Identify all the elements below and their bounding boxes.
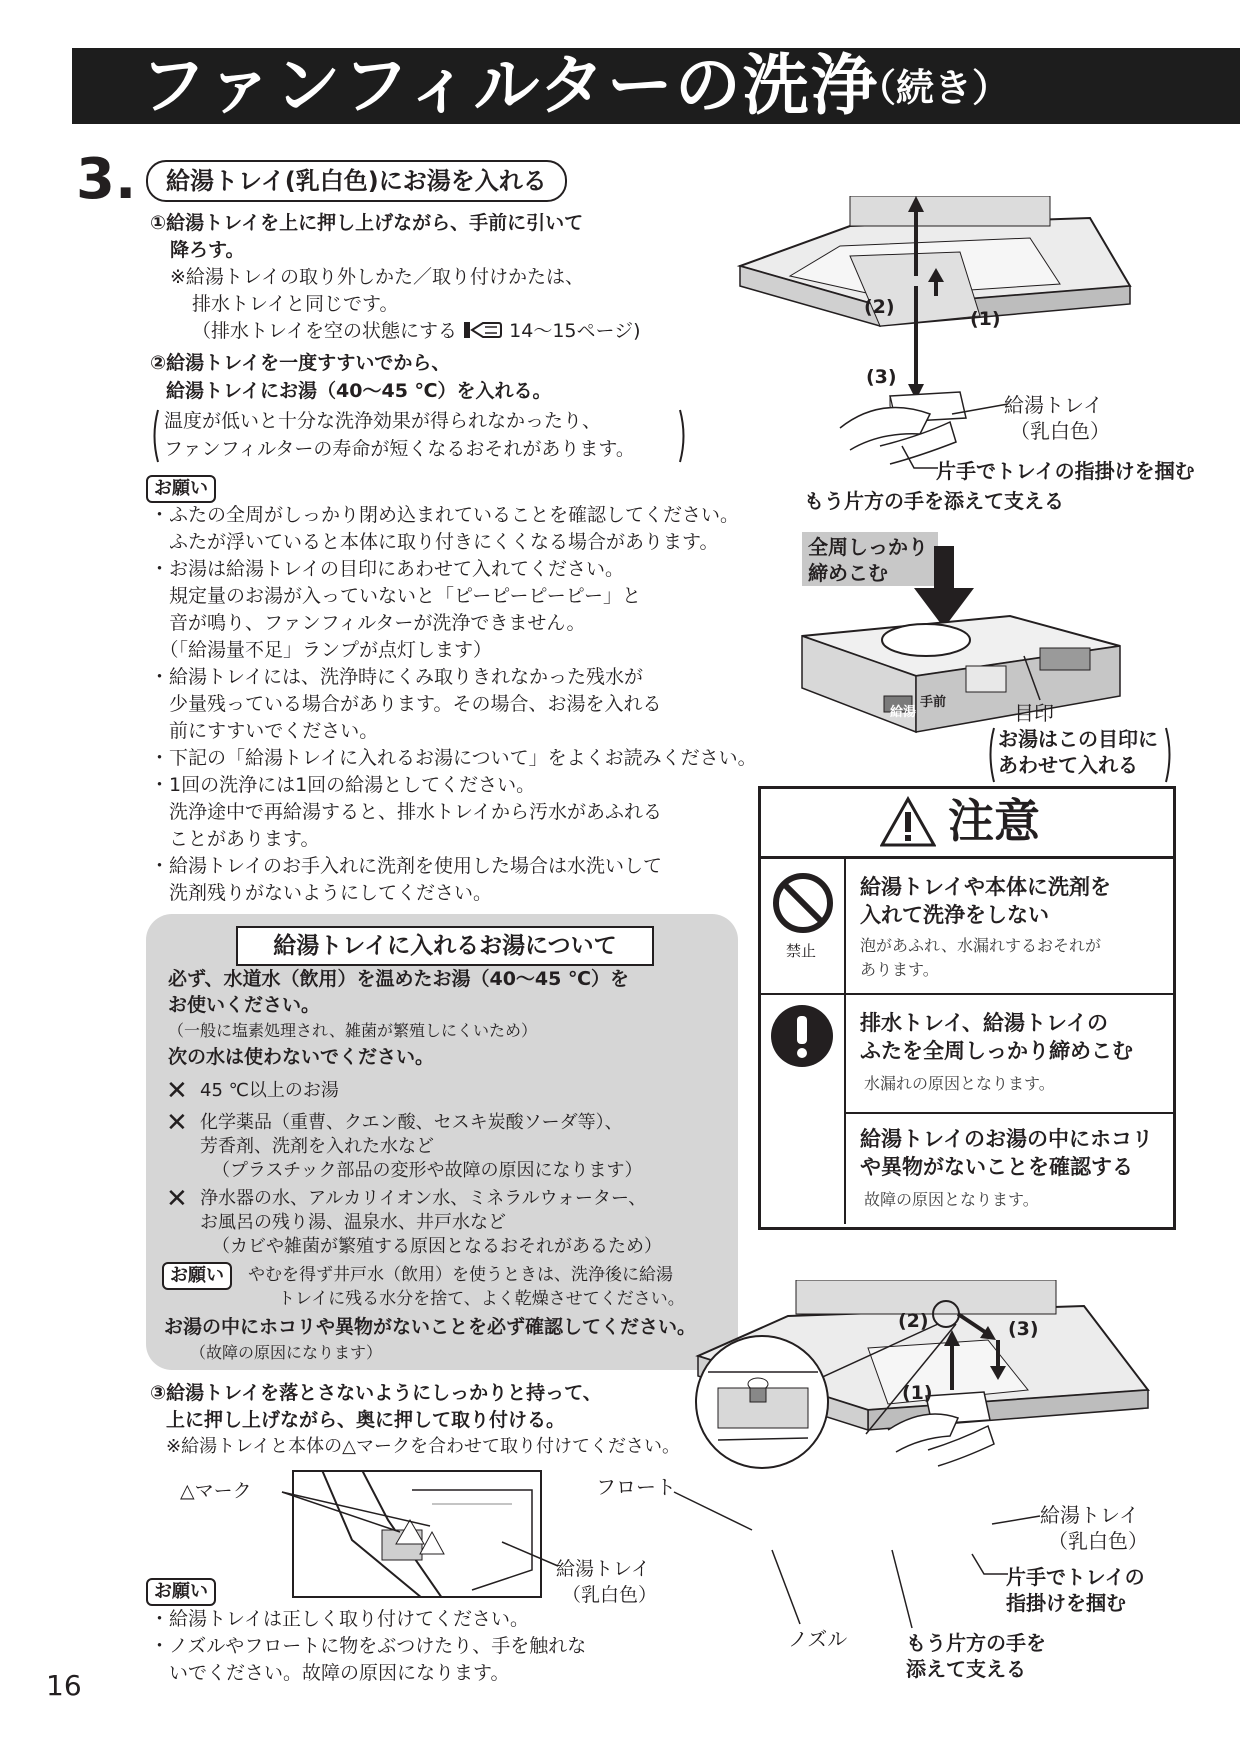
fig5-step3: (3) <box>1008 1318 1039 1340</box>
request-label-1: お願い <box>146 475 216 503</box>
caution3-line2: や異物がないことを確認する <box>860 1155 1133 1179</box>
mark-note-line2: あわせて入れる <box>998 753 1138 777</box>
request-line: 洗浄途中で再給湯すると、排水トレイから汚水があふれる <box>150 801 663 823</box>
item3-note: ※給湯トレイと本体の△マークを合わせて取り付けてください。 <box>166 1436 681 1457</box>
x-mark-icon: ✕ <box>166 1184 188 1214</box>
x-mark-icon: ✕ <box>166 1108 188 1138</box>
item2-line2: 給湯トレイにお湯（40〜45 ℃）を入れる。 <box>166 380 552 402</box>
item1-note3-prefix: （排水トレイを空の状態にする <box>192 320 458 342</box>
tray-label-temae: 手前 <box>920 695 947 710</box>
water-dont-1: 45 ℃以上のお湯 <box>200 1080 339 1101</box>
caution-title: 注意 <box>948 794 1040 848</box>
nozzle-leader <box>766 1548 806 1626</box>
fig5-support-leader <box>888 1548 918 1630</box>
item1-line2: 降ろす。 <box>170 239 245 261</box>
fig5-tray-label: 給湯トレイ <box>1040 1503 1139 1527</box>
prohibited-icon <box>772 872 834 934</box>
item2-line1: ②給湯トレイを一度すすいでから、 <box>150 352 451 374</box>
item1-note2: 排水トレイと同じです。 <box>192 293 399 315</box>
request-line: ふたが浮いていると本体に取り付きにくくなる場合があります。 <box>150 531 719 553</box>
fig1-step3: (3) <box>866 366 897 388</box>
caution1-note2: あります。 <box>860 960 939 979</box>
request-list-1 <box>150 502 757 907</box>
request-line: ・給湯トレイは正しく取り付けてください。 <box>150 1608 530 1630</box>
water-request-line1: やむを得ず井戸水（飲用）を使うときは、洗浄後に給湯 <box>248 1265 673 1285</box>
tighten-line1: 全周しっかり <box>808 535 928 559</box>
request-line: ・ノズルやフロートに物をぶつけたり、手を触れな <box>150 1635 587 1657</box>
step-number: 3. <box>76 147 137 212</box>
fig1-tray-color: （乳白色） <box>1010 419 1110 443</box>
request-list-2 <box>150 1606 586 1687</box>
request-line: ・1回の洗浄には1回の給湯としてください。 <box>150 774 536 796</box>
water-check-note: （故障の原因になります） <box>190 1343 383 1362</box>
tray-label-kyuto: 給湯 <box>890 705 917 720</box>
fig1-tray-leader <box>950 400 1010 420</box>
request-line: ・給湯トレイのお手入れに洗剤を使用した場合は水洗いして <box>150 855 663 877</box>
triangle-mark-label: △マーク <box>180 1480 252 1502</box>
mark-leader <box>1020 654 1050 704</box>
water-info-title: 給湯トレイに入れるお湯について <box>236 926 654 966</box>
fig5-support-line1: もう片方の手を <box>906 1631 1046 1655</box>
fig5-tray-leader <box>990 1512 1042 1528</box>
request-line: 洗剤残りがないようにしてください。 <box>150 882 493 904</box>
fig1-step2: (2) <box>864 296 895 318</box>
request-line: 少量残っている場合があります。その場合、お湯を入れる <box>150 693 662 715</box>
page-number: 16 <box>46 1669 82 1702</box>
item1-line1: ①給湯トレイを上に押し上げながら、手前に引いて <box>150 212 584 234</box>
fig1-tray-label: 給湯トレイ <box>1004 393 1103 417</box>
step-heading: 給湯トレイ(乳白色)にお湯を入れる <box>146 160 567 202</box>
fig1-grip-label: 片手でトレイの指掛けを掴む <box>936 459 1195 483</box>
float-label: フロート <box>596 1475 676 1499</box>
mark-label: 目印 <box>1014 701 1054 725</box>
request-line: 規定量のお湯が入っていないと「ピーピーピーピー」と <box>150 585 641 607</box>
water-request-label: お願い <box>162 1262 232 1290</box>
water-dont-3-line1: 浄水器の水、アルカリイオン水、ミネラルウォーター、 <box>200 1188 647 1209</box>
tray-lid-illustration <box>796 536 1126 736</box>
water-must-line1: 必ず、水道水（飲用）を温めたお湯（40〜45 ℃）を <box>168 968 629 990</box>
float-leader <box>672 1490 756 1534</box>
request-line: ・ふたの全周がしっかり閉め込まれていることを確認してください。 <box>150 504 740 526</box>
caution2-note: 水漏れの原因となります。 <box>864 1074 1055 1093</box>
request-line: いでください。故障の原因になります。 <box>150 1662 510 1684</box>
fig5-step1: (1) <box>902 1382 933 1404</box>
fig5-tray-color: （乳白色） <box>1048 1529 1148 1553</box>
water-dont-2-line2: 芳香剤、洗剤を入れた水など <box>200 1136 434 1157</box>
item1-note3 <box>192 318 641 345</box>
mandatory-icon <box>770 1004 834 1068</box>
caution1-note1: 泡があふれ、水漏れするおそれが <box>860 936 1101 955</box>
caution1-line2: 入れて洗浄をしない <box>860 903 1049 927</box>
warning-triangle-icon <box>880 796 936 848</box>
request-line: ・お湯は給湯トレイの目印にあわせて入れてください。 <box>150 558 625 580</box>
caution1-line1: 給湯トレイや本体に洗剤を <box>860 875 1111 899</box>
item3-line2: 上に押し上げながら、奥に押して取り付ける。 <box>166 1409 566 1431</box>
fig3-tray-leader <box>500 1540 560 1570</box>
water-dont-3-line2: お風呂の残り湯、温泉水、井戸水など <box>200 1212 506 1233</box>
fig1-step1: (1) <box>970 308 1001 330</box>
water-request-line2: トレイに残る水分を捨て、よく乾燥させてください。 <box>278 1289 685 1309</box>
caution-row-divider <box>761 993 1173 995</box>
fig1-grip-leader <box>900 444 940 474</box>
request-label-2: お願い <box>146 1578 216 1606</box>
water-dont-3-line3: （カビや雑菌が繁殖する原因となるおそれがあるため） <box>212 1236 662 1257</box>
water-check: お湯の中にホコリや異物がないことを必ず確認してください。 <box>164 1316 697 1338</box>
item3-line1: ③給湯トレイを落とさないようにしっかりと持って、 <box>150 1382 602 1404</box>
prohibited-label: 禁止 <box>786 942 817 960</box>
page-title: ファンフィルターの洗浄 <box>140 47 879 124</box>
fig5-grip-line2: 指掛けを掴む <box>1006 1591 1126 1615</box>
water-must-note: （一般に塩素処理され、雑菌が繁殖しにくいため） <box>168 1021 537 1040</box>
triangle-mark-leaders <box>280 1480 440 1540</box>
caution3-line1: 給湯トレイのお湯の中にホコリ <box>860 1127 1153 1151</box>
item1-page-ref: 14〜15ページ) <box>509 320 641 342</box>
fig5-support-line2: 添えて支える <box>906 1657 1026 1681</box>
fig3-tray-label: 給湯トレイ <box>556 1558 651 1580</box>
water-dont-heading: 次の水は使わないでください。 <box>168 1046 435 1068</box>
caution3-note: 故障の原因となります。 <box>864 1190 1039 1209</box>
caution2-line2: ふたを全周しっかり締めこむ <box>860 1039 1133 1063</box>
water-dont-2-line1: 化学薬品（重曹、クエン酸、セスキ炭酸ソーダ等）、 <box>200 1112 623 1133</box>
request-line: ・給湯トレイには、洗浄時にくみ取りきれなかった残水が <box>150 666 644 688</box>
mark-note-line1: お湯はこの目印に <box>998 727 1158 751</box>
nozzle-label: ノズル <box>788 1627 848 1651</box>
tighten-line2: 締めこむ <box>808 561 888 585</box>
fig5-grip-line1: 片手でトレイの <box>1006 1565 1145 1589</box>
caution-divider <box>761 856 1173 859</box>
request-line: 音が鳴り、ファンフィルターが洗浄できません。 <box>150 612 586 634</box>
water-must-line2: お使いください。 <box>168 994 321 1016</box>
x-mark-icon: ✕ <box>166 1076 188 1106</box>
item1-note1: ※給湯トレイの取り外しかた／取り付けかたは、 <box>170 266 584 288</box>
request-line: （「給湯量不足」ランプが点灯します） <box>150 639 493 661</box>
fig1-support-label: もう片方の手を添えて支える <box>804 489 1064 513</box>
page-subtitle: （続き） <box>858 66 1011 110</box>
caution-column-divider <box>844 859 846 1224</box>
request-line: ことがあります。 <box>150 828 320 850</box>
request-line: 前にすすいでください。 <box>150 720 379 742</box>
fig5-step2: (2) <box>898 1310 929 1332</box>
fig3-tray-color: （乳白色） <box>562 1584 658 1606</box>
item2-paren-line2: ファンフィルターの寿命が短くなるおそれがあります。 <box>164 438 635 460</box>
fig5-grip-leader <box>970 1552 1010 1580</box>
caution2-line1: 排水トレイ、給湯トレイの <box>860 1011 1109 1035</box>
caution-row-divider <box>846 1112 1173 1114</box>
page-reference-icon <box>463 320 503 340</box>
water-dont-2-line3: （プラスチック部品の変形や故障の原因になります） <box>212 1160 643 1181</box>
item2-paren-line1: 温度が低いと十分な洗浄効果が得られなかったり、 <box>164 410 602 432</box>
request-line: ・下記の「給湯トレイに入れるお湯について」をよくお読みください。 <box>150 747 757 769</box>
